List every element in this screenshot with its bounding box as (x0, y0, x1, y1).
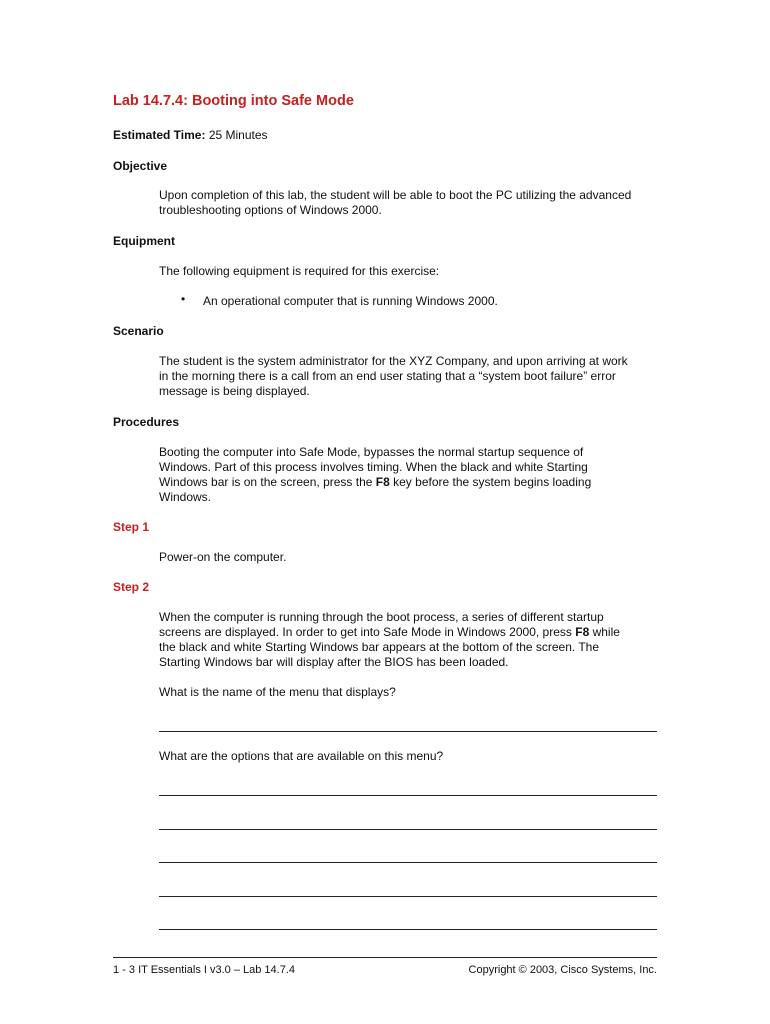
f8-key: F8 (375, 475, 390, 489)
estimated-time-label: Estimated Time: (113, 128, 206, 142)
estimated-time (113, 128, 268, 142)
step-2-line-3: the black and white Starting Windows bar appears at the bottom of the screen. The (159, 640, 600, 654)
answer-line (159, 896, 657, 897)
f8-key: F8 (575, 625, 590, 639)
step-2-line-1: When the computer is running through the boot process, a series of different startup (159, 610, 604, 624)
question-2: What are the options that are available on this menu? (159, 749, 444, 763)
objective-text (159, 188, 664, 218)
answer-line (159, 862, 657, 863)
question-1: What is the name of the menu that displays? (159, 685, 396, 699)
footer-divider (113, 957, 657, 958)
procedures-line-4: Windows. (159, 490, 212, 504)
procedures-line-3 (159, 475, 664, 490)
procedures-heading: Procedures (113, 415, 180, 429)
scenario-text (159, 354, 664, 399)
equipment-heading: Equipment (113, 234, 175, 248)
step-1-text: Power-on the computer. (159, 550, 287, 564)
scenario-line-1: The student is the system administrator for the XYZ Company, and upon arriving at work (159, 354, 628, 368)
scenario-line-2: in the morning there is a call from an end user stating that a “system boot failure” error (159, 369, 616, 383)
procedures-text (159, 445, 664, 505)
footer-page-info: 1 - 3 IT Essentials I v3.0 – Lab 14.7.4 (113, 964, 296, 976)
answer-line (159, 731, 657, 732)
answer-line (159, 929, 657, 930)
scenario-heading: Scenario (113, 324, 164, 338)
equipment-item: An operational computer that is running Windows 2000. (203, 294, 498, 308)
objective-heading: Objective (113, 159, 168, 173)
lab-title: Lab 14.7.4: Booting into Safe Mode (113, 93, 354, 109)
procedures-line-1: Booting the computer into Safe Mode, bypasses the normal startup sequence of (159, 445, 584, 459)
answer-line (159, 795, 657, 796)
answer-line (159, 829, 657, 830)
procedures-line-3-post: key before the system begins loading (389, 475, 592, 489)
objective-line-1: Upon completion of this lab, the student will be able to boot the PC utilizing the advanced (159, 188, 632, 202)
equipment-intro: The following equipment is required for this exercise: (159, 264, 440, 278)
step-2-label: Step 2 (113, 580, 150, 594)
estimated-time-value: 25 Minutes (208, 128, 268, 142)
step-2-line-2 (159, 625, 664, 640)
step-2-line-2-pre: screens are displayed. In order to get into Safe Mode in Windows 2000, press (159, 625, 576, 639)
procedures-line-2: Windows. Part of this process involves timing. When the black and white Starting (159, 460, 588, 474)
scenario-line-3: message is being displayed. (159, 384, 310, 398)
bullet-icon: • (181, 292, 186, 306)
step-2-line-2-post: while (589, 625, 620, 639)
step-1-label: Step 1 (113, 520, 150, 534)
step-2-line-4: Starting Windows bar will display after the BIOS has been loaded. (159, 655, 509, 669)
step-2-text (159, 610, 664, 670)
objective-line-2: troubleshooting options of Windows 2000. (159, 203, 382, 217)
procedures-line-3-pre: Windows bar is on the screen, press the (159, 475, 376, 489)
footer-copyright: Copyright © 2003, Cisco Systems, Inc. (468, 964, 657, 976)
